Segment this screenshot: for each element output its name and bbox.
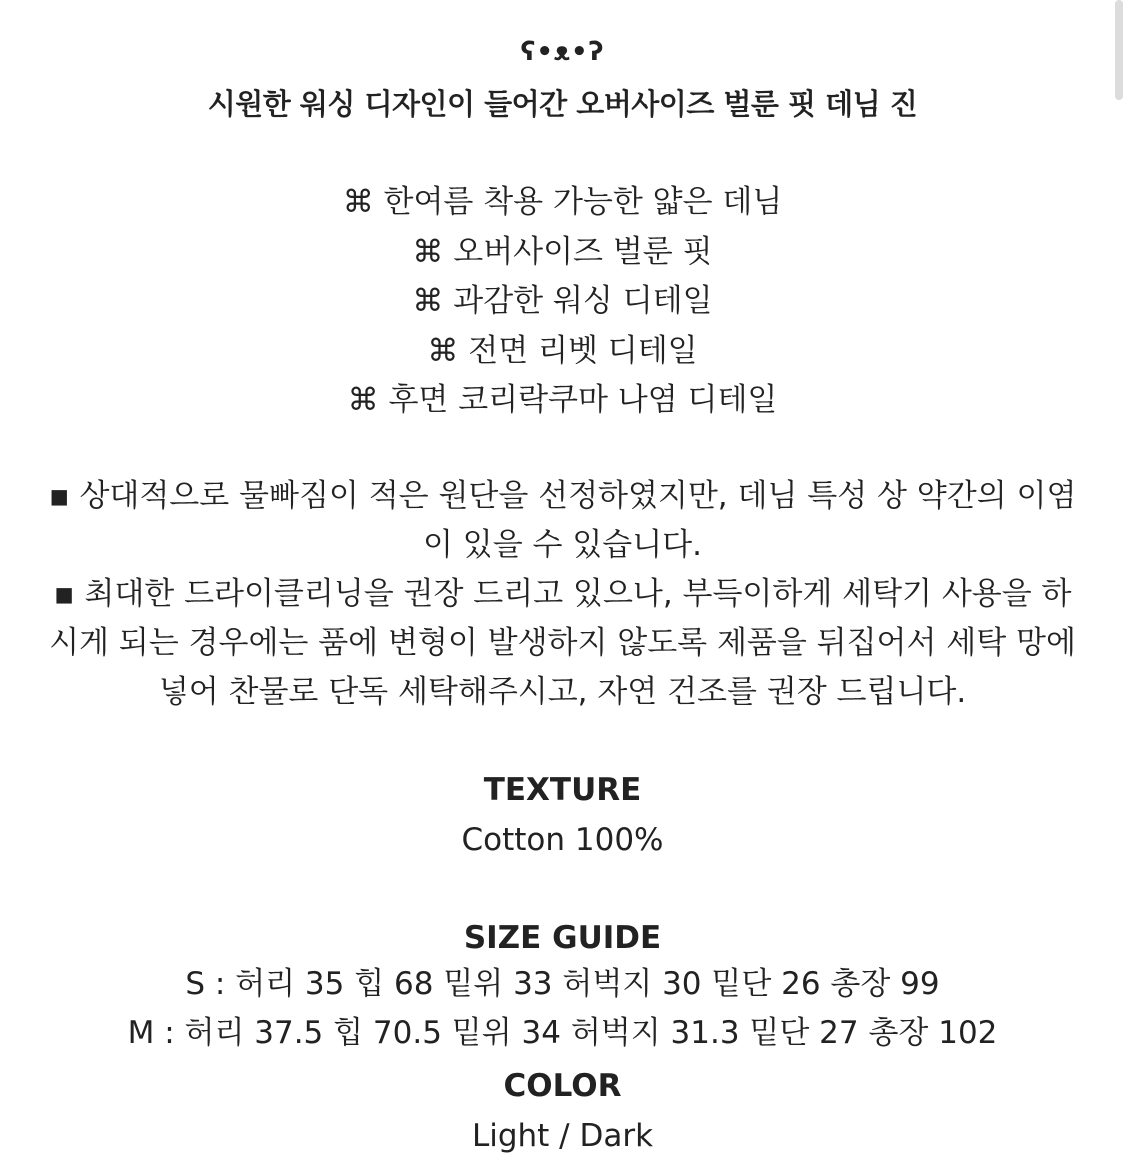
size-row-s: S : 허리 35 힙 68 밑위 33 허벅지 30 밑단 26 총장 99 (185, 966, 940, 1002)
care-note: ▪ 상대적으로 물빠짐이 적은 원단을 선정하였지만, 데님 특성 상 약간의 이염이 있을 수 있습니다. (48, 478, 1077, 563)
feature-item: ⌘ 과감한 워싱 디테일 (412, 283, 713, 319)
feature-item: ⌘ 전면 리벳 디테일 (427, 332, 698, 369)
care-note: ▪ 최대한 드라이클리닝을 권장 드리고 있으나, 부득이하게 세탁기 사용을 하시게 되는 경우에는 품에 변형이 발생하지 않도록 제품을 뒤집어서 세탁 망에 넣어 찬물로 단독 세탁해주시고, 자연 건조를 권장 드립니다. (49, 576, 1076, 710)
bear-emoticon-logo: ʕ•ᴥ•ʔ (520, 37, 605, 67)
feature-item: ⌘ 한여름 착용 가능한 얇은 데님 (342, 184, 783, 220)
feature-item: ⌘ 후면 코리락쿠마 나염 디테일 (347, 382, 778, 418)
product-title: 시원한 워싱 디자인이 들어간 오버사이즈 벌룬 핏 데님 진 (207, 87, 918, 121)
size-guide-table (0, 960, 1125, 1058)
texture-value: Cotton 100% (461, 822, 664, 858)
texture-heading: TEXTURE (483, 772, 642, 808)
feature-item: ⌘ 오버사이즈 벌룬 핏 (412, 233, 713, 270)
size-guide-heading: SIZE GUIDE (463, 920, 662, 956)
size-row-m: M : 허리 37.5 힙 70.5 밑위 34 허벅지 31.3 밑단 27 총장 102 (127, 1015, 998, 1051)
color-value: Light / Dark (471, 1118, 654, 1154)
feature-list (0, 178, 1125, 426)
care-notes (40, 472, 1085, 717)
color-heading: COLOR (503, 1068, 622, 1104)
